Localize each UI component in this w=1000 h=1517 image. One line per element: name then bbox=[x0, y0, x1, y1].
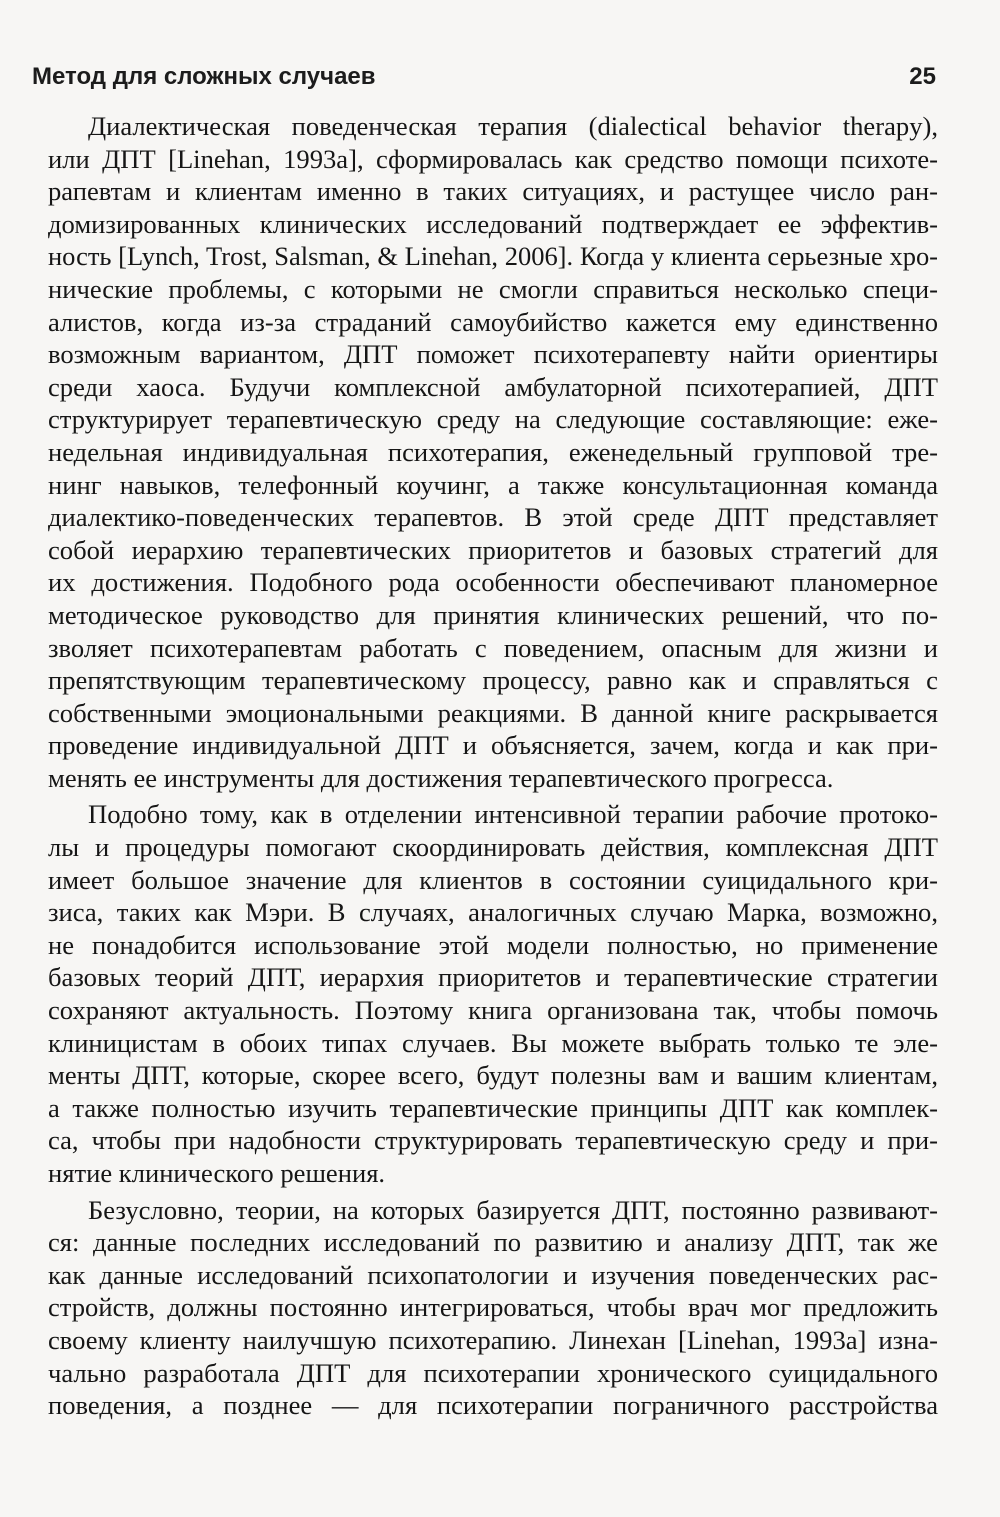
text-line: их достижения. Подобного рода особенности обеспечивают планомерное bbox=[48, 567, 938, 598]
text-line: своему клиенту наилучшую психотерапию. Линехан [Linehan, 1993a] изна- bbox=[48, 1324, 938, 1355]
text-line: клиницистам в обоих типах случаев. Вы можете выбрать только те эле- bbox=[48, 1027, 938, 1058]
text-line: поведения, а позднее — для психотерапии пограничного расстройства bbox=[48, 1390, 938, 1421]
text-line: Диалектическая поведенческая терапия (dialectical behavior therapy), bbox=[88, 111, 938, 141]
text-line: недельная индивидуальная психотерапия, еженедельный групповой тре- bbox=[48, 436, 938, 467]
text-line: алистов, когда из-за страданий самоубийство кажется ему единственно bbox=[48, 306, 938, 337]
text-line: зиса, таких как Мэри. В случаях, аналогичных случаю Марка, возможно, bbox=[48, 897, 938, 928]
text-line: методическое руководство для принятия клинических решений, что по- bbox=[48, 599, 938, 630]
text-line: домизированных клинических исследований подтверждает ее эффектив- bbox=[48, 208, 938, 239]
text-line: сохраняют актуальность. Поэтому книга организована так, чтобы помочь bbox=[48, 995, 938, 1026]
text-line: проведение индивидуальной ДПТ и объясняется, зачем, когда и как при- bbox=[48, 730, 938, 761]
text-line: собой иерархию терапевтических приоритетов и базовых стратегий для bbox=[48, 534, 938, 565]
text-line: нические проблемы, с которыми не смогли справиться несколько специ- bbox=[48, 273, 938, 304]
text-line: нятие клинического решения. bbox=[48, 1158, 386, 1188]
page-number: 25 bbox=[909, 63, 936, 90]
text-line: Подобно тому, как в отделении интенсивной терапии рабочие протоко- bbox=[88, 799, 938, 830]
text-line: базовых теорий ДПТ, иерархия приоритетов и терапевтические стратегии bbox=[48, 962, 938, 993]
paragraph bbox=[48, 798, 938, 1189]
running-head bbox=[32, 60, 936, 94]
text-line: среди хаоса. Будучи комплексной амбулаторной психотерапией, ДПТ bbox=[48, 371, 938, 402]
paragraph bbox=[48, 110, 938, 794]
text-line: структурирует терапевтическую среду на следующие составляющие: еже- bbox=[48, 404, 938, 435]
text-line: Безусловно, теории, на которых базируется ДПТ, постоянно развивают- bbox=[88, 1194, 938, 1225]
body-text bbox=[48, 110, 938, 1422]
text-line: нинг навыков, телефонный коучинг, а также консультационная команда bbox=[48, 469, 938, 500]
text-line: ность [Lynch, Trost, Salsman, & Linehan, 2006]. Когда у клиента серьезные хро- bbox=[48, 241, 938, 272]
text-line: зволяет психотерапевтам работать с поведением, опасным для жизни и bbox=[48, 632, 938, 663]
text-line: препятствующим терапевтическому процессу, равно как и справляться с bbox=[48, 665, 938, 696]
text-line: са, чтобы при надобности структурировать терапевтическую среду и при- bbox=[48, 1125, 938, 1156]
text-line: стройств, должны постоянно интегрироваться, чтобы врач мог предложить bbox=[48, 1292, 938, 1323]
text-line: рапевтам и клиентам именно в таких ситуациях, и растущее число ран- bbox=[48, 176, 938, 207]
text-line: имеет большое значение для клиентов в состоянии суицидального кри- bbox=[48, 864, 938, 895]
text-line: или ДПТ [Linehan, 1993a], сформировалась как средство помощи психоте- bbox=[48, 143, 938, 174]
text-line: а также полностью изучить терапевтические принципы ДПТ как комплек- bbox=[48, 1092, 938, 1123]
text-line: менты ДПТ, которые, скорее всего, будут полезны вам и вашим клиентам, bbox=[48, 1060, 938, 1091]
text-line: менять ее инструменты для достижения терапевтического прогресса. bbox=[48, 762, 834, 793]
text-line: не понадобится использование этой модели полностью, но применение bbox=[48, 929, 938, 960]
text-line: ся: данные последних исследований по развитию и анализу ДПТ, так же bbox=[48, 1227, 938, 1258]
text-line: как данные исследований психопатологии и изучения поведенческих рас- bbox=[48, 1259, 938, 1290]
running-head-title: Метод для сложных случаев bbox=[32, 63, 376, 90]
text-line: чально разработала ДПТ для психотерапии хронического суицидального bbox=[48, 1357, 938, 1388]
text-line: диалектико-поведенческих терапевтов. В этой среде ДПТ представляет bbox=[48, 502, 938, 533]
text-line: лы и процедуры помогают скоординировать действия, комплексная ДПТ bbox=[48, 832, 938, 863]
text-line: собственными эмоциональными реакциями. В данной книге раскрывается bbox=[48, 697, 938, 728]
text-line: возможным вариантом, ДПТ поможет психотерапевту найти ориентиры bbox=[48, 339, 938, 370]
paragraph bbox=[48, 1194, 938, 1422]
